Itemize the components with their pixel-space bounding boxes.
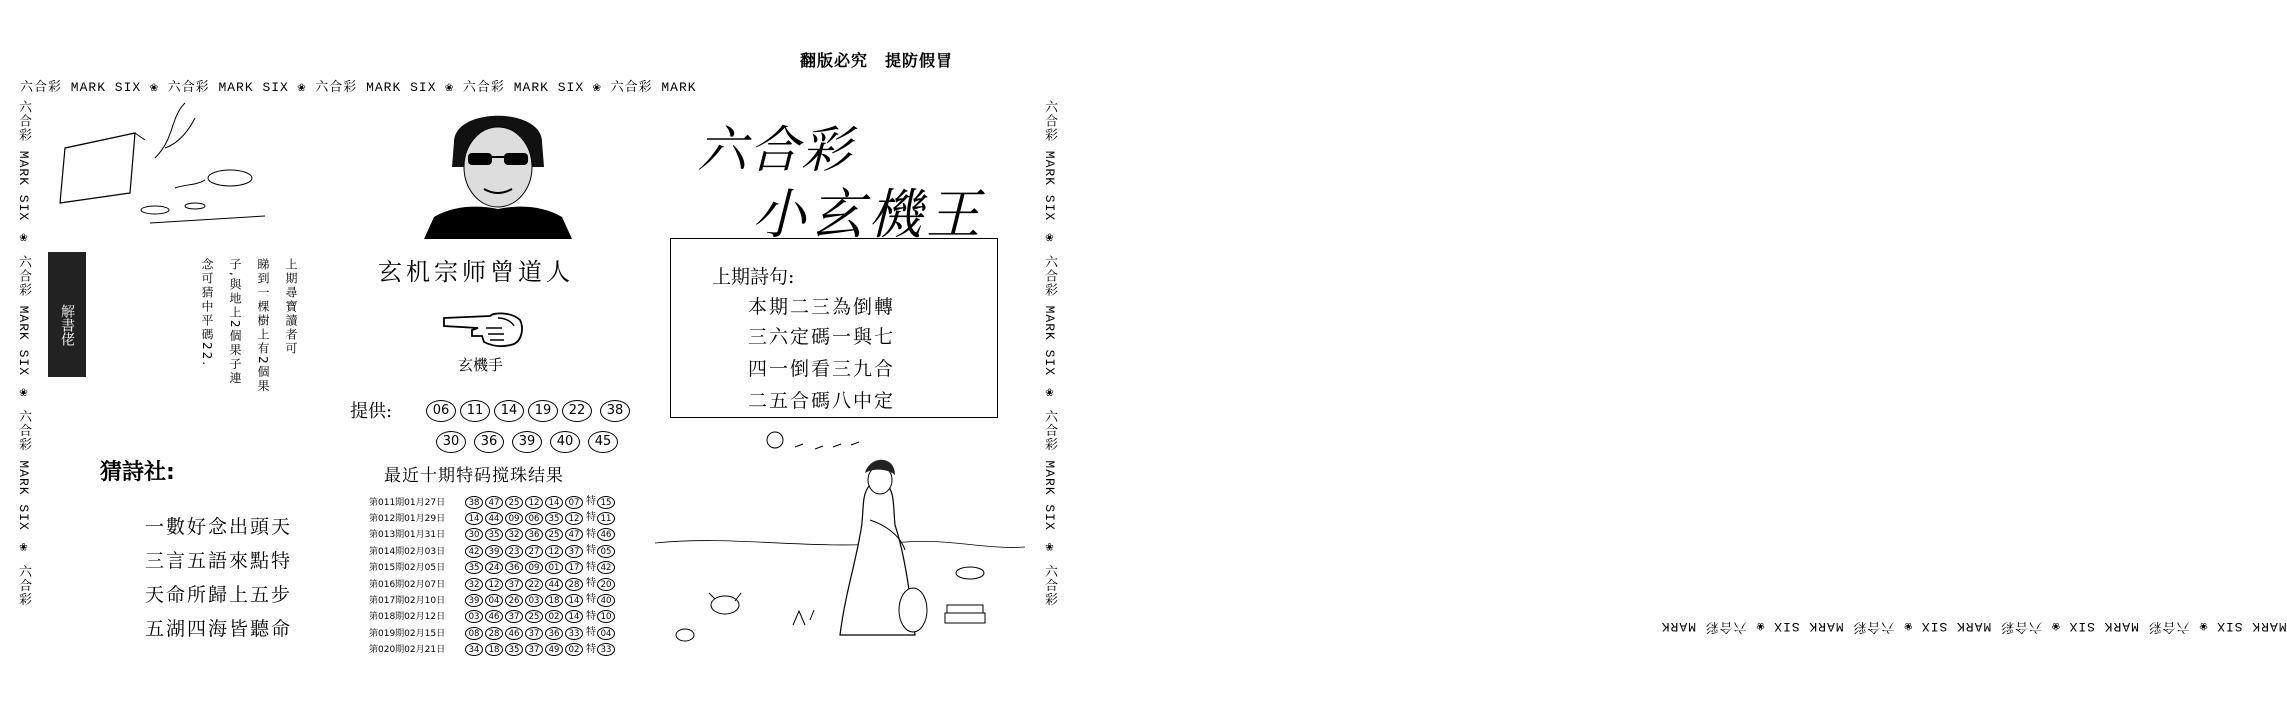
special-label: 特 (586, 643, 596, 655)
result-ball: 26 (505, 594, 523, 607)
result-period: 第019期02月15日 (369, 628, 446, 639)
result-ball: 39 (465, 594, 483, 607)
result-ball: 49 (545, 643, 563, 656)
result-ball: 37 (505, 610, 523, 623)
result-ball: 32 (505, 528, 523, 541)
result-ball: 38 (465, 496, 483, 509)
result-ball: 23 (505, 545, 523, 558)
result-row (369, 609, 617, 625)
result-period: 第016期02月07日 (369, 579, 446, 590)
result-ball: 47 (485, 496, 503, 509)
result-ball: 14 (465, 512, 483, 525)
provide-ball: 06 (426, 400, 456, 422)
guess-line-4: 五湖四海皆聽命 (145, 618, 293, 640)
result-ball: 36 (525, 528, 543, 541)
result-period: 第011期01月27日 (369, 497, 446, 508)
provide-ball: 36 (474, 431, 504, 453)
result-ball: 47 (565, 528, 583, 541)
master-portrait-photo (424, 97, 572, 239)
guess-title: 猜詩社: (100, 460, 175, 485)
result-row (369, 560, 617, 576)
result-ball: 35 (485, 528, 503, 541)
result-ball: 18 (485, 643, 503, 656)
result-ball: 07 (565, 496, 583, 509)
result-ball: 46 (485, 610, 503, 623)
special-label: 特 (586, 528, 596, 540)
result-ball: 09 (505, 512, 523, 525)
provide-ball: 38 (600, 400, 630, 422)
border-right-strip: 六合彩 MARK SIX ❀ 六合彩 MARK SIX ❀ 六合彩 MARK SIX ❀ 六合彩 (1042, 100, 1057, 607)
special-label: 特 (586, 594, 596, 606)
result-ball: 12 (565, 512, 583, 525)
border-top-strip: 六合彩 MARK SIX ❀ 六合彩 MARK SIX ❀ 六合彩 MARK SIX ❀ 六合彩 MARK SIX ❀ 六合彩 MARK (20, 80, 697, 95)
result-ball: 37 (525, 643, 543, 656)
guess-line-1: 一數好念出頭天 (145, 516, 293, 538)
special-label: 特 (586, 627, 596, 639)
result-ball: 04 (485, 594, 503, 607)
result-ball: 28 (485, 627, 503, 640)
provide-ball: 11 (460, 400, 490, 422)
result-period: 第014期02月03日 (369, 546, 446, 557)
provide-ball: 19 (528, 400, 558, 422)
result-period: 第020期02月21日 (369, 645, 446, 656)
result-ball: 30 (465, 528, 483, 541)
provide-ball: 30 (436, 431, 466, 453)
result-ball: 32 (465, 578, 483, 591)
result-row (369, 642, 617, 658)
result-ball: 42 (465, 545, 483, 558)
result-ball: 35 (505, 643, 523, 656)
explainer-tag: 解書佬 (48, 252, 86, 377)
poem-line-2: 三六定碼一與七 (748, 326, 896, 348)
special-label: 特 (586, 610, 596, 622)
result-special-ball: 11 (597, 512, 615, 525)
result-row (369, 510, 617, 526)
result-ball: 36 (545, 627, 563, 640)
result-ball: 24 (485, 561, 503, 574)
result-ball: 18 (545, 594, 563, 607)
explainer-column-2: 睇到一棵樹上有2個果 (256, 258, 270, 394)
special-label: 特 (586, 561, 596, 573)
hand-label: 玄機手 (458, 356, 504, 374)
result-special-ball: 20 (597, 578, 615, 591)
special-label: 特 (586, 545, 596, 557)
main-title-line2: 小玄機王 (752, 183, 984, 246)
result-ball: 14 (565, 594, 583, 607)
result-ball: 35 (545, 512, 563, 525)
result-row (369, 543, 617, 559)
result-ball: 12 (525, 496, 543, 509)
result-ball: 06 (525, 512, 543, 525)
provide-ball: 22 (562, 400, 592, 422)
result-period: 第018期02月12日 (369, 612, 446, 623)
result-ball: 37 (505, 578, 523, 591)
result-ball: 14 (565, 610, 583, 623)
poem-line-1: 本期二三為倒轉 (748, 296, 896, 318)
result-ball: 25 (505, 496, 523, 509)
guess-line-2: 三言五語來點特 (145, 550, 293, 572)
result-special-ball: 46 (597, 528, 615, 541)
result-special-ball: 40 (597, 594, 615, 607)
result-ball: 03 (465, 610, 483, 623)
special-label: 特 (586, 512, 596, 524)
explainer-column-1: 上期尋寶讀者可 (284, 258, 298, 356)
result-special-ball: 33 (597, 643, 615, 656)
result-ball: 35 (465, 561, 483, 574)
result-special-ball: 10 (597, 610, 615, 623)
result-row (369, 527, 617, 543)
provide-ball: 45 (588, 431, 618, 453)
poem-heading: 上期詩句: (712, 266, 795, 288)
result-row (369, 592, 617, 608)
provide-ball: 39 (512, 431, 542, 453)
result-ball: 12 (485, 578, 503, 591)
result-ball: 03 (525, 594, 543, 607)
result-ball: 39 (485, 545, 503, 558)
result-ball: 09 (525, 561, 543, 574)
provide-ball: 14 (494, 400, 524, 422)
result-ball: 12 (545, 545, 563, 558)
result-period: 第012期01月29日 (369, 513, 446, 524)
result-ball: 33 (565, 627, 583, 640)
result-ball: 34 (465, 643, 483, 656)
result-special-ball: 15 (597, 496, 615, 509)
result-special-ball: 04 (597, 627, 615, 640)
provide-ball: 40 (550, 431, 580, 453)
result-row (369, 494, 617, 510)
result-ball: 27 (525, 545, 543, 558)
guess-line-3: 天命所歸上五步 (145, 584, 293, 606)
result-ball: 02 (545, 610, 563, 623)
result-period: 第015期02月05日 (369, 563, 446, 574)
result-ball: 37 (565, 545, 583, 558)
rat-sketch-illustration (55, 98, 275, 228)
special-label: 特 (586, 578, 596, 589)
copyright-notice: 翻版必究 提防假冒 (800, 51, 954, 70)
result-ball: 25 (545, 528, 563, 541)
result-special-ball: 05 (597, 545, 615, 558)
result-ball: 44 (545, 578, 563, 591)
result-row (369, 576, 617, 592)
result-ball: 22 (525, 578, 543, 591)
poem-line-3: 四一倒看三九合 (748, 358, 896, 380)
result-ball: 02 (565, 643, 583, 656)
pointing-hand-icon (442, 306, 524, 350)
result-ball: 36 (505, 561, 523, 574)
lady-with-chickens-illustration (655, 425, 1025, 650)
result-period: 第013期01月31日 (369, 530, 446, 541)
recent-results-title: 最近十期特码搅珠结果 (384, 466, 564, 486)
result-ball: 46 (505, 627, 523, 640)
provide-label: 提供: (350, 401, 393, 422)
result-ball: 25 (525, 610, 543, 623)
poem-line-4: 二五合碼八中定 (748, 390, 896, 412)
result-ball: 28 (565, 578, 583, 591)
master-name: 玄机宗师曾道人 (378, 258, 574, 286)
explainer-column-4: 念可猜中平碼22. (200, 258, 214, 368)
result-special-ball: 42 (597, 561, 615, 574)
border-left-strip: 六合彩 MARK SIX ❀ 六合彩 MARK SIX ❀ 六合彩 MARK SIX ❀ 六合彩 (16, 100, 31, 607)
explainer-column-3: 子,與地上2個果子連 (228, 258, 242, 386)
result-ball: 37 (525, 627, 543, 640)
result-ball: 01 (545, 561, 563, 574)
result-ball: 14 (545, 496, 563, 509)
result-period: 第017期02月10日 (369, 595, 446, 606)
result-ball: 08 (465, 627, 483, 640)
result-ball: 17 (565, 561, 583, 574)
main-title-line1: 六合彩 (697, 121, 853, 179)
result-ball: 44 (485, 512, 503, 525)
result-row (369, 625, 617, 641)
border-bottom-strip: MARK SIX ❀ 六合彩 MARK SIX ❀ 六合彩 MARK SIX ❀ 六合彩 MARK SIX ❀ 六合彩 MARK (1660, 619, 2287, 634)
special-label: 特 (586, 496, 596, 507)
